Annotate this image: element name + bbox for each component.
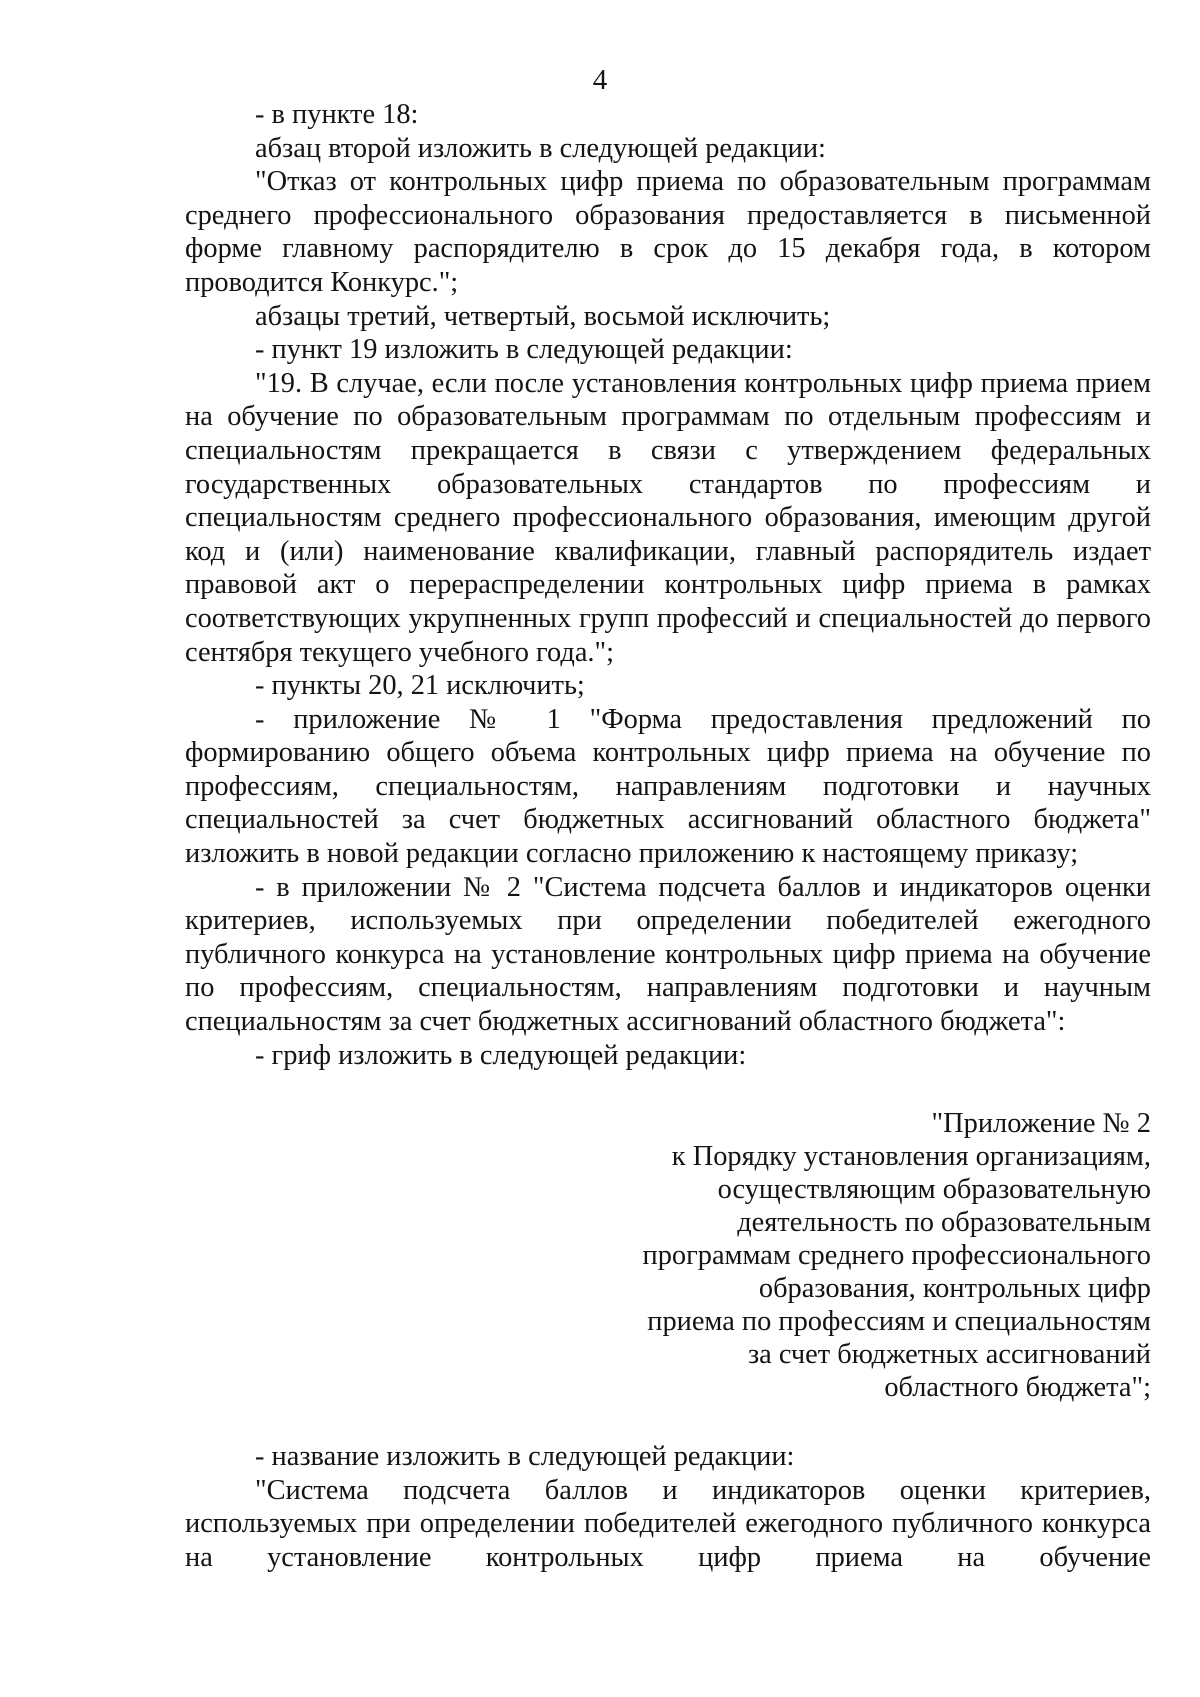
griff-line: осуществляющим образовательную xyxy=(717,1174,1151,1205)
paragraph-refusal-text: "Отказ от контрольных цифр приема по образовательным программам среднего профессионального образования предоставляется в письменной форме главному распорядителю в срок до 15 декабря года, в котором проводится Конкурс."; xyxy=(185,166,1151,298)
paragraph-system-name: "Система подсчета баллов и индикаторов оценки критериев, используемых при определении победителей ежегодного публичного конкурса на установление контрольных цифр приема на обучение xyxy=(185,1474,1151,1573)
paragraph-exclude-abzacs: абзацы третий, четвертый, восьмой исключить; xyxy=(255,300,831,332)
griff-line: к Порядку установления организациям, xyxy=(671,1141,1151,1172)
paragraph-second-abzac: абзац второй изложить в следующей редакции: xyxy=(255,132,826,164)
griff-line: приема по профессиям и специальностям xyxy=(647,1306,1151,1337)
paragraph-appendix-1: - приложение № 1 "Форма предоставления предложений по формированию общего объема контрольных цифр приема на обучение по профессиям, специальностям, направлениям подготовки и научных специальностей за счет бюджетных ассигнований областного бюджета" изложить в новой редакции согласно приложению к настоящему приказу; xyxy=(185,703,1151,870)
page-number: 4 xyxy=(592,64,608,96)
paragraph-item-18: - в пункте 18: xyxy=(255,99,419,130)
griff-line: образования, контрольных цифр xyxy=(758,1273,1151,1304)
paragraph-items-20-21: - пункты 20, 21 исключить; xyxy=(255,670,585,702)
appendix-griff xyxy=(631,1107,1151,1404)
paragraph-appendix-2: - в приложении № 2 "Система подсчета баллов и индикаторов оценки критериев, используемых при определении победителей ежегодного публичного конкурса на установление контрольных цифр приема на обучение по профессиям, специальностям, направлениям подготовки и научным специальностям за счет бюджетных ассигнований областного бюджета": xyxy=(185,871,1151,1038)
griff-line: программам среднего профессионального xyxy=(642,1240,1151,1271)
griff-line: "Приложение № 2 xyxy=(931,1108,1151,1139)
paragraph-item-19: - пункт 19 изложить в следующей редакции: xyxy=(255,334,793,366)
griff-line: областного бюджета"; xyxy=(884,1372,1151,1403)
document-body xyxy=(185,98,1151,1072)
griff-line: деятельность по образовательным xyxy=(737,1207,1151,1238)
paragraph-griff-intro: - гриф изложить в следующей редакции: xyxy=(255,1039,747,1071)
griff-line: за счет бюджетных ассигнований xyxy=(747,1339,1151,1370)
document-body-continued xyxy=(185,1440,1151,1574)
paragraph-item-19-text: "19. В случае, если после установления контрольных цифр приема прием на обучение по образовательным программам по отдельным профессиям и специальностям прекращается в связи с утверждением федеральных государственных образовательных стандартов по профессиям и специальностям среднего профессионального образования, имеющим другой код и (или) наименование квалификации, главный распорядитель издает правовой акт о перераспределении контрольных цифр приема в рамках соответствующих укрупненных групп профессий и специальностей до первого сентября текущего учебного года."; xyxy=(185,367,1151,668)
paragraph-name-intro: - название изложить в следующей редакции: xyxy=(255,1441,795,1472)
